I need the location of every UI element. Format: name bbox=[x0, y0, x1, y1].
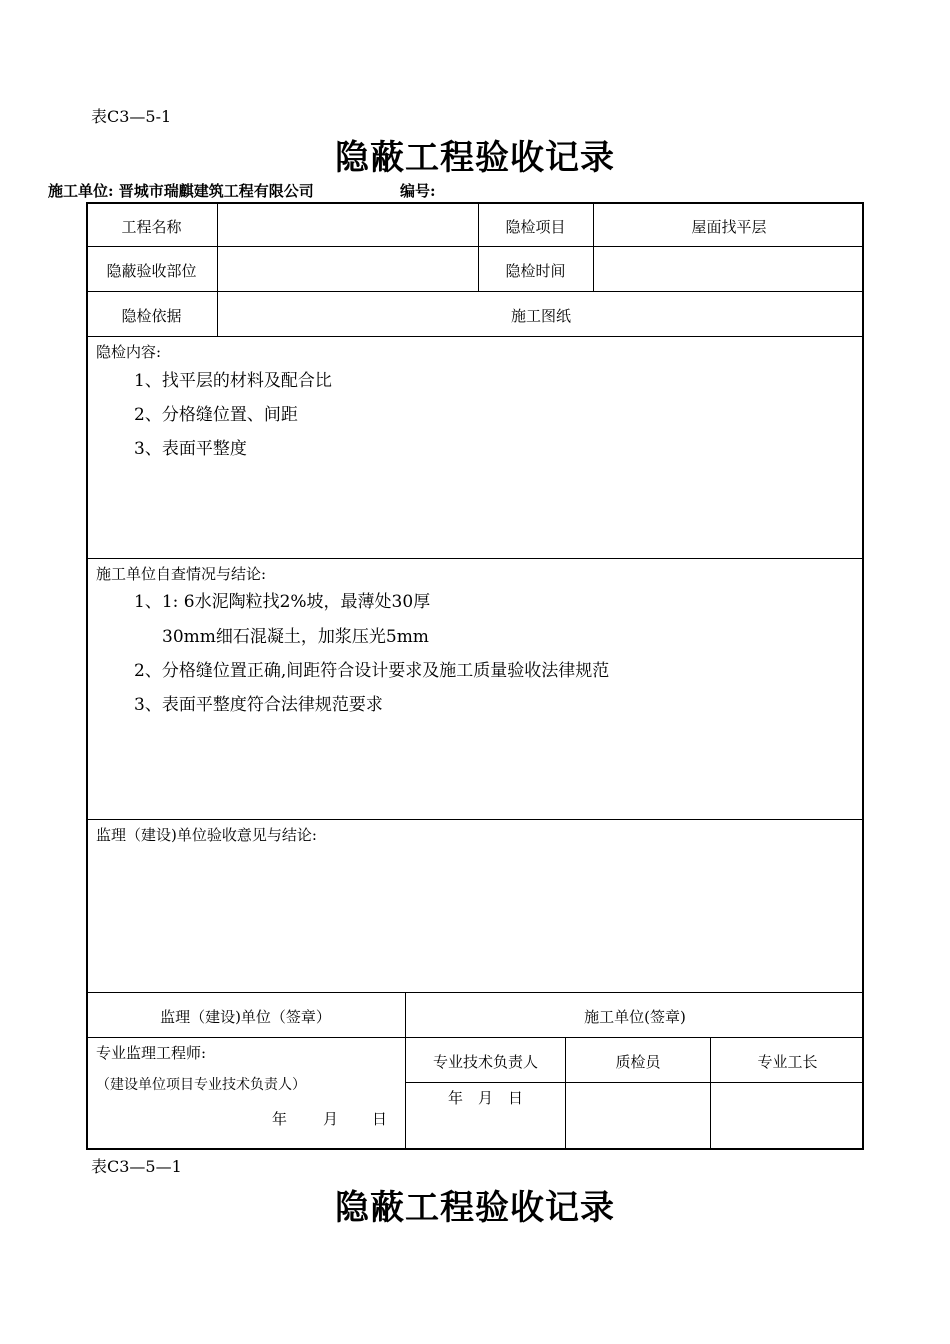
content-label: 隐检内容: bbox=[96, 343, 162, 361]
owner-label: （建设单位项目专业技术负责人） bbox=[96, 1077, 306, 1093]
foreman-label: 专业工长 bbox=[757, 1053, 818, 1071]
basis-value: 施工图纸 bbox=[510, 307, 571, 325]
construction-unit-label: 施工单位: bbox=[48, 182, 114, 200]
construction-unit-line bbox=[48, 180, 314, 201]
row-divider bbox=[86, 291, 864, 292]
self-check-label: 施工单位自查情况与结论: bbox=[96, 565, 267, 583]
hidden-item-label: 隐检项目 bbox=[505, 218, 566, 236]
page-title: 隐蔽工程验收记录 bbox=[335, 138, 615, 178]
engineer-label: 专业监理工程师: bbox=[96, 1044, 207, 1062]
construction-sign-label: 施工单位(签章) bbox=[584, 1008, 686, 1026]
self-check-item: 2、分格缝位置正确,间距符合设计要求及施工质量验收法律规范 bbox=[134, 661, 610, 681]
tech-lead-label: 专业技术负责人 bbox=[432, 1053, 538, 1071]
self-check-item: 3、表面平整度符合法律规范要求 bbox=[134, 695, 383, 715]
date-year: 年 bbox=[272, 1110, 288, 1128]
row-divider bbox=[86, 246, 864, 247]
content-item: 1、找平层的材料及配合比 bbox=[134, 371, 332, 391]
content-item: 2、分格缝位置、间距 bbox=[134, 405, 298, 425]
date-day: 日 bbox=[372, 1110, 388, 1128]
supervision-sign-label: 监理（建设)单位（签章） bbox=[160, 1008, 331, 1026]
content-item: 3、表面平整度 bbox=[134, 439, 247, 459]
row-divider bbox=[86, 1037, 864, 1038]
self-check-item: 30mm细石混凝土，加浆压光5mm bbox=[162, 627, 429, 647]
inspection-time-label: 隐检时间 bbox=[505, 262, 566, 280]
quality-inspector-label: 质检员 bbox=[615, 1053, 661, 1071]
form-number: 表C3—5-1 bbox=[91, 107, 172, 126]
project-name-label: 工程名称 bbox=[121, 218, 182, 236]
acceptance-part-label: 隐蔽验收部位 bbox=[106, 262, 197, 280]
row-divider bbox=[86, 336, 864, 337]
hidden-item-value: 屋面找平层 bbox=[691, 218, 767, 236]
basis-label: 隐检依据 bbox=[121, 307, 182, 325]
form-number-2: 表C3—5—1 bbox=[91, 1157, 182, 1176]
row-divider bbox=[86, 992, 864, 993]
construction-unit-value: 晋城市瑞麒建筑工程有限公司 bbox=[118, 182, 314, 200]
row-divider bbox=[86, 558, 864, 559]
row-divider bbox=[86, 819, 864, 820]
serial-number-label: 编号: bbox=[400, 182, 436, 200]
tech-lead-date: 年 月 日 bbox=[447, 1089, 523, 1107]
self-check-item: 1、1: 6水泥陶粒找2%坡，最薄处30厚 bbox=[134, 592, 431, 612]
supervision-label: 监理（建设)单位验收意见与结论: bbox=[96, 826, 317, 844]
row-divider bbox=[405, 1082, 864, 1083]
date-month: 月 bbox=[323, 1110, 339, 1128]
page-title-2: 隐蔽工程验收记录 bbox=[335, 1188, 615, 1228]
